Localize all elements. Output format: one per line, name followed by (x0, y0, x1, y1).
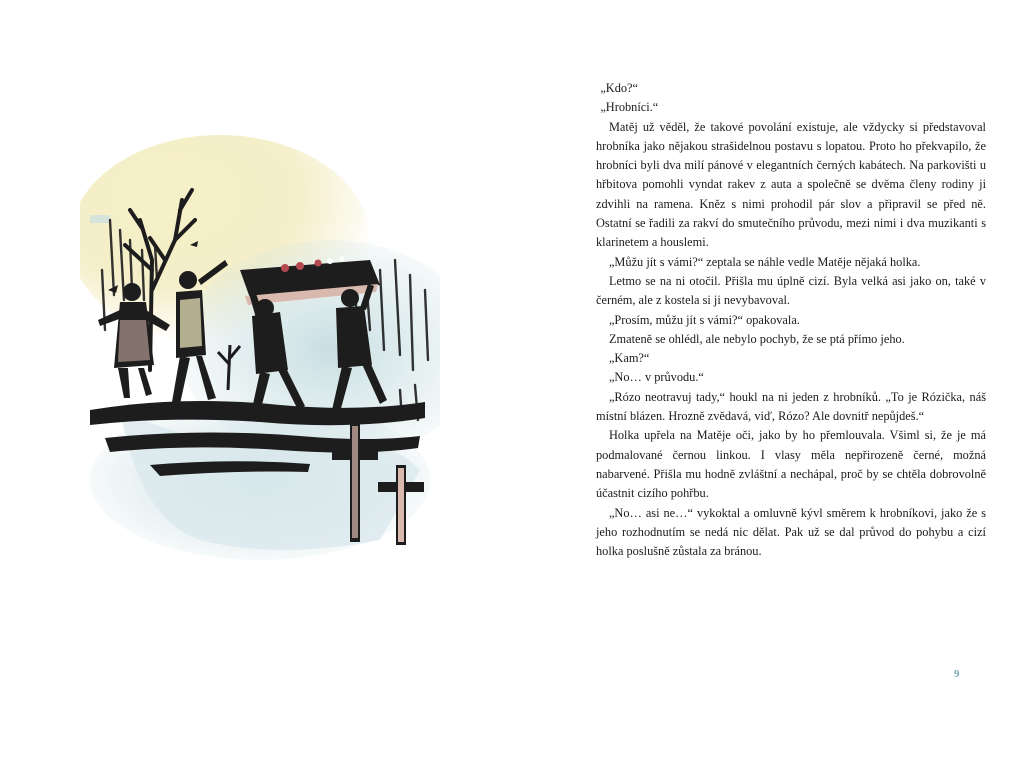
right-page (512, 0, 1024, 768)
paragraph: „Rózo neotravuj tady,“ houkl na ni jeden z hrobníků. „To je Rózička, náš místní blázen. Hrozně zvědavá, viď, Rózo? Ale dovnitř nepůjdeš.“ (596, 389, 986, 424)
paragraph: „No… v průvodu.“ (608, 370, 704, 385)
paragraph: „Hrobníci.“ (600, 100, 659, 115)
chapter-text (596, 79, 986, 561)
paragraph: Zmateně se ohlédl, ale nebylo pochyb, že se ptá přímo jeho. (608, 331, 905, 346)
paragraph: Holka upřela na Matěje oči, jako by ho přemlouvala. Všiml si, že je má podmalované černou linkou. I vlasy měla nepřirozeně černé, možná nabarvené. Přišla mu hodně zvláštní a nechápal, proč by se chtěla dobrovolně účastnit cizího pohřbu. (596, 428, 986, 501)
funeral-procession-illustration (80, 120, 440, 590)
paragraph: Letmo se na ni otočil. Přišla mu úplně cizí. Byla velká asi jako on, také v černém, ale z kostela si ji nevybavoval. (596, 273, 986, 308)
paragraph: „Můžu jít s vámi?“ zeptala se náhle vedle Matěje nějaká holka. (608, 254, 921, 269)
page-number: 9 (954, 668, 960, 680)
paragraph: „Kdo?“ (600, 81, 639, 95)
paragraph: Matěj už věděl, že takové povolání existuje, ale vždycky si představoval hrobníka jako nějakou strašidelnou postavu s lopatou. Proto ho překvapilo, že hrobníci byli dva milí pánové v elegantních černých kabátech. Na parkovišti u hřbitova pomohli vyndat rakev z auta a společně se dvěma členy rodiny ji zdvihli na ramena. Kněz s nimi prohodil pár slov a připravil se před ně. Ostatní se řadili za rakví do smutečního průvodu, mezi nimi i dva muzikanti s klarinetem a houslemi. (596, 119, 986, 250)
paragraph: „Prosím, můžu jít s vámi?“ opakovala. (608, 312, 800, 327)
paragraph: „No… asi ne…“ vykoktal a omluvně kývl směrem k hrobníkovi, jako že s jeho rozhodnutím se nedá nic dělat. Pak už se dal průvod do pohybu a cizí holka poslušně zůstala za bránou. (596, 505, 986, 559)
paragraph: „Kam?“ (608, 351, 650, 366)
